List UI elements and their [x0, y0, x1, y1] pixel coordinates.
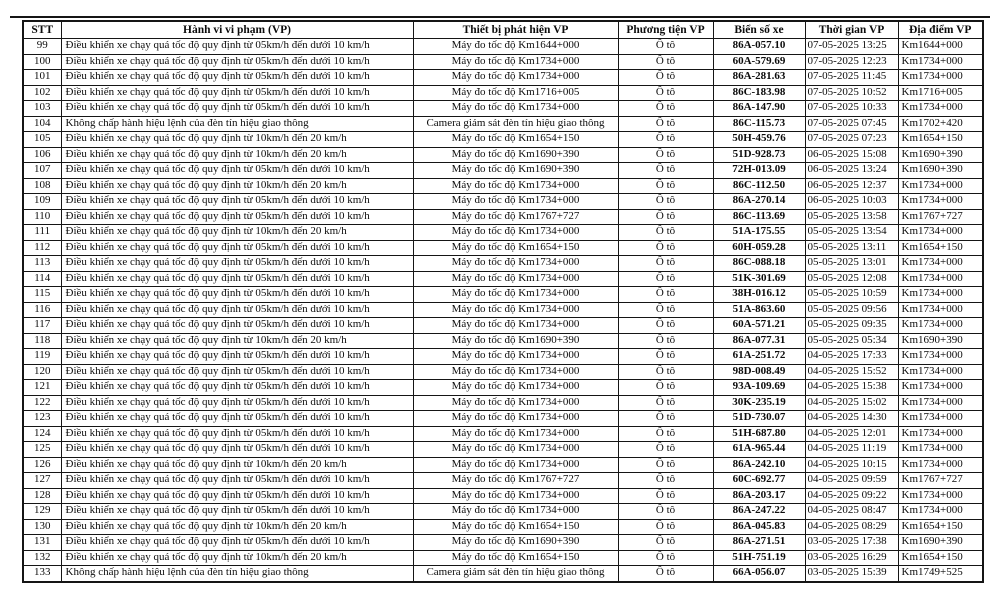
violation-table-body	[23, 39, 983, 582]
header-violation: Hành vi vi phạm (VP)	[61, 21, 413, 39]
cell-stt: 120	[23, 364, 61, 380]
cell-stt: 110	[23, 209, 61, 225]
table-row	[23, 550, 983, 566]
cell-time: 05-05-2025 13:11	[805, 240, 898, 256]
cell-time: 04-05-2025 15:38	[805, 380, 898, 396]
cell-location: Km1654+150	[898, 519, 983, 535]
cell-device: Máy đo tốc độ Km1734+000	[413, 225, 618, 241]
cell-stt: 103	[23, 101, 61, 117]
cell-device: Máy đo tốc độ Km1734+000	[413, 256, 618, 272]
cell-plate: 60H-059.28	[713, 240, 805, 256]
cell-violation: Điều khiển xe chạy quá tốc độ quy định từ 05km/h đến dưới 10 km/h	[61, 194, 413, 210]
cell-device: Máy đo tốc độ Km1654+150	[413, 519, 618, 535]
cell-time: 05-05-2025 13:54	[805, 225, 898, 241]
cell-location: Km1734+000	[898, 411, 983, 427]
cell-violation: Điều khiển xe chạy quá tốc độ quy định từ 05km/h đến dưới 10 km/h	[61, 287, 413, 303]
cell-vehicle: Ô tô	[618, 209, 713, 225]
cell-vehicle: Ô tô	[618, 271, 713, 287]
cell-vehicle: Ô tô	[618, 364, 713, 380]
cell-vehicle: Ô tô	[618, 333, 713, 349]
cell-stt: 105	[23, 132, 61, 148]
cell-vehicle: Ô tô	[618, 225, 713, 241]
cell-plate: 86A-247.22	[713, 504, 805, 520]
table-row	[23, 504, 983, 520]
cell-violation: Không chấp hành hiệu lệnh của đèn tín hiệu giao thông	[61, 116, 413, 132]
cell-stt: 125	[23, 442, 61, 458]
cell-device: Máy đo tốc độ Km1734+000	[413, 287, 618, 303]
cell-time: 04-05-2025 09:22	[805, 488, 898, 504]
cell-vehicle: Ô tô	[618, 302, 713, 318]
cell-vehicle: Ô tô	[618, 101, 713, 117]
table-row	[23, 411, 983, 427]
cell-stt: 116	[23, 302, 61, 318]
cell-device: Máy đo tốc độ Km1654+150	[413, 132, 618, 148]
cell-violation: Điều khiển xe chạy quá tốc độ quy định từ 05km/h đến dưới 10 km/h	[61, 349, 413, 365]
cell-stt: 112	[23, 240, 61, 256]
cell-vehicle: Ô tô	[618, 504, 713, 520]
cell-time: 06-05-2025 13:24	[805, 163, 898, 179]
cell-vehicle: Ô tô	[618, 457, 713, 473]
table-row	[23, 473, 983, 489]
cell-location: Km1734+000	[898, 349, 983, 365]
table-row	[23, 442, 983, 458]
cell-location: Km1734+000	[898, 287, 983, 303]
cell-vehicle: Ô tô	[618, 566, 713, 582]
cell-stt: 115	[23, 287, 61, 303]
cell-location: Km1654+150	[898, 550, 983, 566]
cell-time: 04-05-2025 10:15	[805, 457, 898, 473]
cell-device: Máy đo tốc độ Km1690+390	[413, 535, 618, 551]
table-row	[23, 333, 983, 349]
cell-plate: 60A-579.69	[713, 54, 805, 70]
cell-time: 04-05-2025 17:33	[805, 349, 898, 365]
cell-plate: 86A-057.10	[713, 39, 805, 55]
cell-device: Máy đo tốc độ Km1767+727	[413, 209, 618, 225]
header-plate: Biển số xe	[713, 21, 805, 39]
cell-location: Km1734+000	[898, 256, 983, 272]
cell-plate: 60A-571.21	[713, 318, 805, 334]
cell-location: Km1767+727	[898, 209, 983, 225]
cell-time: 07-05-2025 11:45	[805, 70, 898, 86]
cell-vehicle: Ô tô	[618, 287, 713, 303]
cell-time: 07-05-2025 10:33	[805, 101, 898, 117]
table-row	[23, 380, 983, 396]
cell-device: Máy đo tốc độ Km1734+000	[413, 349, 618, 365]
table-row	[23, 488, 983, 504]
cell-violation: Điều khiển xe chạy quá tốc độ quy định từ 05km/h đến dưới 10 km/h	[61, 85, 413, 101]
cell-time: 05-05-2025 10:59	[805, 287, 898, 303]
cell-device: Máy đo tốc độ Km1734+000	[413, 364, 618, 380]
top-horizontal-rule	[10, 16, 990, 18]
cell-stt: 118	[23, 333, 61, 349]
cell-violation: Điều khiển xe chạy quá tốc độ quy định từ 10km/h đến 20 km/h	[61, 457, 413, 473]
cell-location: Km1734+000	[898, 426, 983, 442]
cell-location: Km1734+000	[898, 271, 983, 287]
cell-time: 07-05-2025 07:23	[805, 132, 898, 148]
cell-vehicle: Ô tô	[618, 256, 713, 272]
cell-location: Km1734+000	[898, 364, 983, 380]
cell-stt: 108	[23, 178, 61, 194]
cell-plate: 86C-183.98	[713, 85, 805, 101]
cell-vehicle: Ô tô	[618, 349, 713, 365]
cell-plate: 51D-928.73	[713, 147, 805, 163]
table-row	[23, 132, 983, 148]
table-row	[23, 302, 983, 318]
cell-violation: Điều khiển xe chạy quá tốc độ quy định từ 10km/h đến 20 km/h	[61, 519, 413, 535]
cell-plate: 61A-965.44	[713, 442, 805, 458]
table-row	[23, 318, 983, 334]
cell-vehicle: Ô tô	[618, 240, 713, 256]
cell-time: 04-05-2025 09:59	[805, 473, 898, 489]
cell-violation: Điều khiển xe chạy quá tốc độ quy định từ 05km/h đến dưới 10 km/h	[61, 488, 413, 504]
cell-violation: Điều khiển xe chạy quá tốc độ quy định từ 05km/h đến dưới 10 km/h	[61, 240, 413, 256]
table-header	[23, 21, 983, 39]
cell-time: 05-05-2025 09:35	[805, 318, 898, 334]
cell-plate: 86A-271.51	[713, 535, 805, 551]
table-row	[23, 519, 983, 535]
cell-stt: 101	[23, 70, 61, 86]
cell-stt: 106	[23, 147, 61, 163]
cell-vehicle: Ô tô	[618, 147, 713, 163]
cell-location: Km1734+000	[898, 442, 983, 458]
table-row	[23, 566, 983, 582]
cell-stt: 123	[23, 411, 61, 427]
cell-time: 06-05-2025 12:37	[805, 178, 898, 194]
cell-violation: Điều khiển xe chạy quá tốc độ quy định từ 10km/h đến 20 km/h	[61, 147, 413, 163]
cell-time: 04-05-2025 15:02	[805, 395, 898, 411]
cell-vehicle: Ô tô	[618, 550, 713, 566]
cell-location: Km1734+000	[898, 101, 983, 117]
cell-plate: 51D-730.07	[713, 411, 805, 427]
header-device: Thiết bị phát hiện VP	[413, 21, 618, 39]
cell-device: Máy đo tốc độ Km1734+000	[413, 70, 618, 86]
table-row	[23, 225, 983, 241]
table-row	[23, 287, 983, 303]
cell-time: 05-05-2025 12:08	[805, 271, 898, 287]
table-row	[23, 178, 983, 194]
cell-plate: 30K-235.19	[713, 395, 805, 411]
header-location: Địa điểm VP	[898, 21, 983, 39]
cell-stt: 126	[23, 457, 61, 473]
cell-plate: 86A-242.10	[713, 457, 805, 473]
cell-vehicle: Ô tô	[618, 535, 713, 551]
cell-time: 07-05-2025 07:45	[805, 116, 898, 132]
cell-violation: Điều khiển xe chạy quá tốc độ quy định từ 05km/h đến dưới 10 km/h	[61, 535, 413, 551]
cell-violation: Điều khiển xe chạy quá tốc độ quy định từ 10km/h đến 20 km/h	[61, 225, 413, 241]
cell-stt: 130	[23, 519, 61, 535]
cell-plate: 66A-056.07	[713, 566, 805, 582]
cell-vehicle: Ô tô	[618, 39, 713, 55]
table-row	[23, 271, 983, 287]
cell-violation: Điều khiển xe chạy quá tốc độ quy định từ 10km/h đến 20 km/h	[61, 132, 413, 148]
cell-stt: 111	[23, 225, 61, 241]
cell-time: 05-05-2025 05:34	[805, 333, 898, 349]
cell-plate: 51H-751.19	[713, 550, 805, 566]
cell-location: Km1734+000	[898, 194, 983, 210]
cell-time: 04-05-2025 15:52	[805, 364, 898, 380]
table-row	[23, 147, 983, 163]
table-row	[23, 70, 983, 86]
cell-location: Km1734+000	[898, 302, 983, 318]
cell-vehicle: Ô tô	[618, 54, 713, 70]
cell-time: 05-05-2025 09:56	[805, 302, 898, 318]
cell-time: 06-05-2025 10:03	[805, 194, 898, 210]
cell-device: Máy đo tốc độ Km1734+000	[413, 54, 618, 70]
cell-stt: 127	[23, 473, 61, 489]
cell-plate: 51A-863.60	[713, 302, 805, 318]
cell-plate: 61A-251.72	[713, 349, 805, 365]
cell-location: Km1690+390	[898, 163, 983, 179]
table-row	[23, 54, 983, 70]
cell-location: Km1644+000	[898, 39, 983, 55]
cell-device: Máy đo tốc độ Km1734+000	[413, 488, 618, 504]
cell-location: Km1690+390	[898, 147, 983, 163]
cell-plate: 38H-016.12	[713, 287, 805, 303]
cell-location: Km1734+000	[898, 457, 983, 473]
cell-device: Máy đo tốc độ Km1734+000	[413, 395, 618, 411]
table-row	[23, 163, 983, 179]
cell-location: Km1734+000	[898, 70, 983, 86]
cell-time: 03-05-2025 17:38	[805, 535, 898, 551]
cell-violation: Điều khiển xe chạy quá tốc độ quy định từ 05km/h đến dưới 10 km/h	[61, 39, 413, 55]
cell-time: 04-05-2025 14:30	[805, 411, 898, 427]
cell-violation: Điều khiển xe chạy quá tốc độ quy định từ 05km/h đến dưới 10 km/h	[61, 473, 413, 489]
cell-location: Km1690+390	[898, 535, 983, 551]
table-row	[23, 457, 983, 473]
cell-plate: 86C-115.73	[713, 116, 805, 132]
cell-stt: 99	[23, 39, 61, 55]
cell-plate: 86C-113.69	[713, 209, 805, 225]
cell-device: Máy đo tốc độ Km1734+000	[413, 504, 618, 520]
cell-violation: Điều khiển xe chạy quá tốc độ quy định từ 05km/h đến dưới 10 km/h	[61, 54, 413, 70]
cell-location: Km1734+000	[898, 488, 983, 504]
cell-vehicle: Ô tô	[618, 318, 713, 334]
cell-plate: 86A-077.31	[713, 333, 805, 349]
cell-time: 07-05-2025 12:23	[805, 54, 898, 70]
cell-location: Km1716+005	[898, 85, 983, 101]
cell-vehicle: Ô tô	[618, 519, 713, 535]
cell-device: Máy đo tốc độ Km1654+150	[413, 240, 618, 256]
cell-device: Máy đo tốc độ Km1690+390	[413, 163, 618, 179]
cell-stt: 129	[23, 504, 61, 520]
table-row	[23, 364, 983, 380]
table-row	[23, 240, 983, 256]
cell-stt: 119	[23, 349, 61, 365]
cell-violation: Điều khiển xe chạy quá tốc độ quy định từ 05km/h đến dưới 10 km/h	[61, 411, 413, 427]
cell-vehicle: Ô tô	[618, 488, 713, 504]
cell-stt: 133	[23, 566, 61, 582]
cell-location: Km1749+525	[898, 566, 983, 582]
header-time: Thời gian VP	[805, 21, 898, 39]
table-row	[23, 426, 983, 442]
cell-vehicle: Ô tô	[618, 116, 713, 132]
table-row	[23, 256, 983, 272]
cell-plate: 86A-270.14	[713, 194, 805, 210]
cell-vehicle: Ô tô	[618, 380, 713, 396]
cell-location: Km1702+420	[898, 116, 983, 132]
cell-vehicle: Ô tô	[618, 411, 713, 427]
cell-device: Máy đo tốc độ Km1734+000	[413, 426, 618, 442]
cell-violation: Điều khiển xe chạy quá tốc độ quy định từ 05km/h đến dưới 10 km/h	[61, 426, 413, 442]
cell-device: Máy đo tốc độ Km1734+000	[413, 178, 618, 194]
cell-violation: Điều khiển xe chạy quá tốc độ quy định từ 05km/h đến dưới 10 km/h	[61, 302, 413, 318]
cell-violation: Điều khiển xe chạy quá tốc độ quy định từ 05km/h đến dưới 10 km/h	[61, 395, 413, 411]
cell-time: 06-05-2025 15:08	[805, 147, 898, 163]
cell-stt: 107	[23, 163, 61, 179]
cell-location: Km1734+000	[898, 225, 983, 241]
table-row	[23, 85, 983, 101]
cell-device: Máy đo tốc độ Km1654+150	[413, 550, 618, 566]
cell-stt: 131	[23, 535, 61, 551]
cell-vehicle: Ô tô	[618, 70, 713, 86]
cell-device: Camera giám sát đèn tín hiệu giao thông	[413, 116, 618, 132]
cell-violation: Điều khiển xe chạy quá tốc độ quy định từ 05km/h đến dưới 10 km/h	[61, 364, 413, 380]
cell-time: 03-05-2025 16:29	[805, 550, 898, 566]
cell-location: Km1690+390	[898, 333, 983, 349]
cell-stt: 100	[23, 54, 61, 70]
cell-violation: Điều khiển xe chạy quá tốc độ quy định từ 05km/h đến dưới 10 km/h	[61, 70, 413, 86]
cell-plate: 72H-013.09	[713, 163, 805, 179]
cell-violation: Điều khiển xe chạy quá tốc độ quy định từ 05km/h đến dưới 10 km/h	[61, 163, 413, 179]
cell-time: 05-05-2025 13:58	[805, 209, 898, 225]
cell-device: Máy đo tốc độ Km1734+000	[413, 442, 618, 458]
cell-device: Máy đo tốc độ Km1734+000	[413, 194, 618, 210]
cell-time: 07-05-2025 10:52	[805, 85, 898, 101]
cell-location: Km1734+000	[898, 504, 983, 520]
cell-vehicle: Ô tô	[618, 163, 713, 179]
cell-vehicle: Ô tô	[618, 85, 713, 101]
header-row	[23, 21, 983, 39]
cell-device: Máy đo tốc độ Km1734+000	[413, 457, 618, 473]
cell-time: 04-05-2025 12:01	[805, 426, 898, 442]
table-row	[23, 349, 983, 365]
cell-stt: 122	[23, 395, 61, 411]
cell-device: Máy đo tốc độ Km1690+390	[413, 333, 618, 349]
table-row	[23, 39, 983, 55]
table-row	[23, 101, 983, 117]
cell-device: Máy đo tốc độ Km1767+727	[413, 473, 618, 489]
cell-device: Máy đo tốc độ Km1734+000	[413, 302, 618, 318]
cell-violation: Điều khiển xe chạy quá tốc độ quy định từ 05km/h đến dưới 10 km/h	[61, 380, 413, 396]
cell-device: Máy đo tốc độ Km1690+390	[413, 147, 618, 163]
cell-plate: 86A-147.90	[713, 101, 805, 117]
cell-plate: 93A-109.69	[713, 380, 805, 396]
cell-plate: 50H-459.76	[713, 132, 805, 148]
cell-vehicle: Ô tô	[618, 178, 713, 194]
header-stt: STT	[23, 21, 61, 39]
cell-device: Máy đo tốc độ Km1734+000	[413, 101, 618, 117]
cell-location: Km1734+000	[898, 395, 983, 411]
table-row	[23, 395, 983, 411]
cell-plate: 51H-687.80	[713, 426, 805, 442]
cell-time: 07-05-2025 13:25	[805, 39, 898, 55]
cell-stt: 117	[23, 318, 61, 334]
cell-violation: Điều khiển xe chạy quá tốc độ quy định từ 05km/h đến dưới 10 km/h	[61, 442, 413, 458]
cell-violation: Điều khiển xe chạy quá tốc độ quy định từ 05km/h đến dưới 10 km/h	[61, 209, 413, 225]
table-row	[23, 116, 983, 132]
cell-device: Máy đo tốc độ Km1734+000	[413, 271, 618, 287]
cell-plate: 86C-088.18	[713, 256, 805, 272]
cell-vehicle: Ô tô	[618, 194, 713, 210]
cell-plate: 60C-692.77	[713, 473, 805, 489]
cell-violation: Điều khiển xe chạy quá tốc độ quy định từ 05km/h đến dưới 10 km/h	[61, 101, 413, 117]
cell-violation: Điều khiển xe chạy quá tốc độ quy định từ 10km/h đến 20 km/h	[61, 178, 413, 194]
cell-device: Máy đo tốc độ Km1734+000	[413, 411, 618, 427]
cell-location: Km1734+000	[898, 380, 983, 396]
cell-location: Km1734+000	[898, 178, 983, 194]
cell-time: 04-05-2025 08:47	[805, 504, 898, 520]
cell-plate: 98D-008.49	[713, 364, 805, 380]
cell-device: Máy đo tốc độ Km1644+000	[413, 39, 618, 55]
cell-vehicle: Ô tô	[618, 132, 713, 148]
cell-plate: 51K-301.69	[713, 271, 805, 287]
cell-stt: 109	[23, 194, 61, 210]
cell-stt: 124	[23, 426, 61, 442]
cell-violation: Điều khiển xe chạy quá tốc độ quy định từ 05km/h đến dưới 10 km/h	[61, 318, 413, 334]
cell-stt: 132	[23, 550, 61, 566]
table-row	[23, 209, 983, 225]
cell-time: 05-05-2025 13:01	[805, 256, 898, 272]
cell-plate: 51A-175.55	[713, 225, 805, 241]
cell-vehicle: Ô tô	[618, 473, 713, 489]
cell-vehicle: Ô tô	[618, 426, 713, 442]
cell-plate: 86A-281.63	[713, 70, 805, 86]
cell-time: 04-05-2025 08:29	[805, 519, 898, 535]
cell-violation: Điều khiển xe chạy quá tốc độ quy định từ 10km/h đến 20 km/h	[61, 550, 413, 566]
cell-violation: Điều khiển xe chạy quá tốc độ quy định từ 05km/h đến dưới 10 km/h	[61, 504, 413, 520]
cell-vehicle: Ô tô	[618, 442, 713, 458]
cell-stt: 128	[23, 488, 61, 504]
cell-stt: 114	[23, 271, 61, 287]
cell-device: Máy đo tốc độ Km1734+000	[413, 318, 618, 334]
table-row	[23, 194, 983, 210]
cell-device: Máy đo tốc độ Km1716+005	[413, 85, 618, 101]
cell-time: 04-05-2025 11:19	[805, 442, 898, 458]
cell-violation: Điều khiển xe chạy quá tốc độ quy định từ 05km/h đến dưới 10 km/h	[61, 271, 413, 287]
cell-stt: 102	[23, 85, 61, 101]
cell-plate: 86A-045.83	[713, 519, 805, 535]
violations-table	[22, 20, 984, 583]
cell-location: Km1654+150	[898, 132, 983, 148]
cell-location: Km1734+000	[898, 318, 983, 334]
cell-device: Máy đo tốc độ Km1734+000	[413, 380, 618, 396]
table-row	[23, 535, 983, 551]
cell-violation: Điều khiển xe chạy quá tốc độ quy định từ 10km/h đến 20 km/h	[61, 333, 413, 349]
cell-stt: 121	[23, 380, 61, 396]
cell-violation: Không chấp hành hiệu lệnh của đèn tín hiệu giao thông	[61, 566, 413, 582]
cell-device: Camera giám sát đèn tín hiệu giao thông	[413, 566, 618, 582]
cell-plate: 86A-203.17	[713, 488, 805, 504]
cell-plate: 86C-112.50	[713, 178, 805, 194]
cell-stt: 113	[23, 256, 61, 272]
cell-stt: 104	[23, 116, 61, 132]
header-vehicle: Phương tiện VP	[618, 21, 713, 39]
cell-time: 03-05-2025 15:39	[805, 566, 898, 582]
cell-location: Km1654+150	[898, 240, 983, 256]
cell-violation: Điều khiển xe chạy quá tốc độ quy định từ 05km/h đến dưới 10 km/h	[61, 256, 413, 272]
cell-location: Km1767+727	[898, 473, 983, 489]
cell-location: Km1734+000	[898, 54, 983, 70]
cell-vehicle: Ô tô	[618, 395, 713, 411]
